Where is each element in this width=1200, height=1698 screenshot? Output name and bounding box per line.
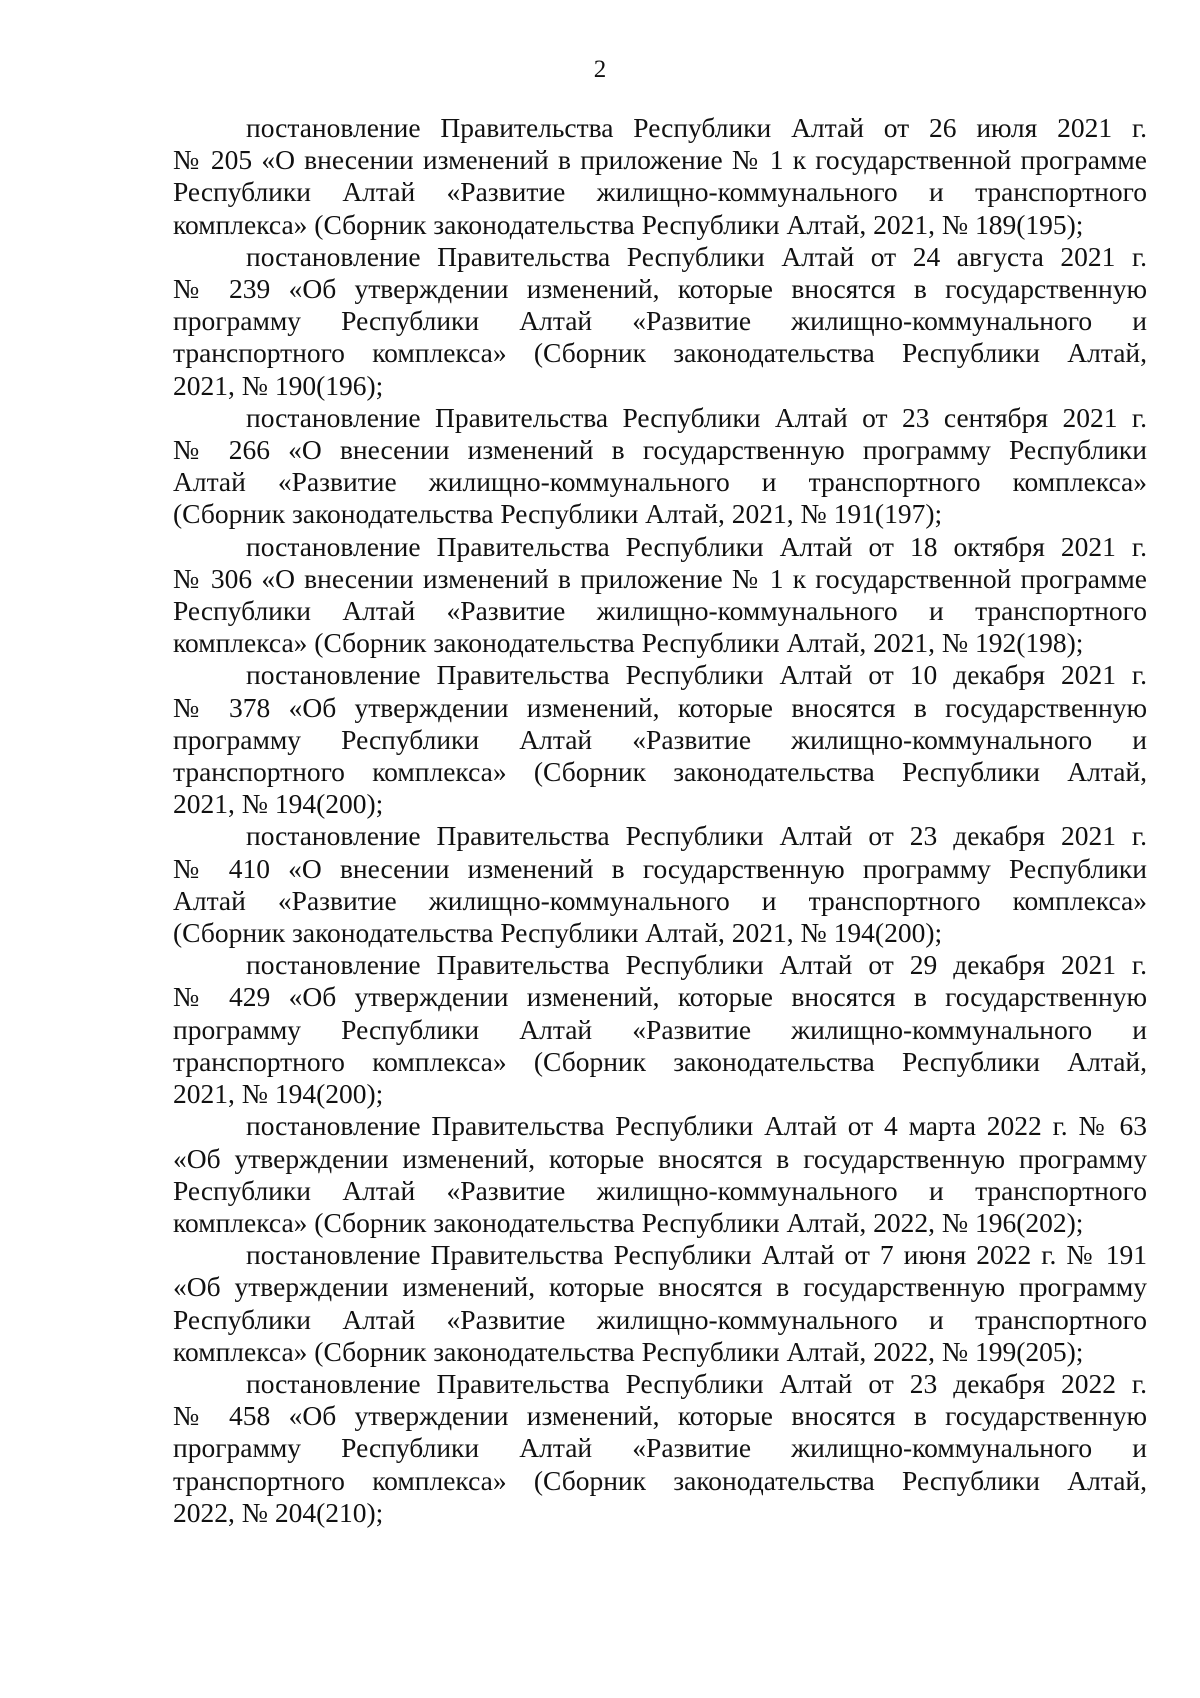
text-line: постановление Правительства Республики Алтай от 29 декабря 2021 г.: [246, 949, 1147, 981]
document-body: [173, 112, 1147, 1529]
text-line: постановление Правительства Республики Алтай от 23 декабря 2022 г.: [246, 1367, 1147, 1399]
text-line: (Сборник законодательства Республики Алтай, 2021, № 191(197);: [173, 498, 943, 530]
text-line: постановление Правительства Республики Алтай от 26 июля 2021 г.: [246, 112, 1147, 143]
text-line: программу Республики Алтай «Развитие жилищно-коммунального и: [173, 1432, 1147, 1464]
decree-paragraph: [173, 112, 1147, 241]
text-line: 2022, № 204(210);: [173, 1496, 384, 1528]
text-line: постановление Правительства Республики Алтай от 23 декабря 2021 г.: [246, 820, 1147, 852]
text-line: № 205 «О внесении изменений в приложение № 1 к государственной программе: [173, 144, 1147, 176]
text-line: (Сборник законодательства Республики Алтай, 2021, № 194(200);: [173, 917, 943, 949]
decree-paragraph: [173, 1110, 1147, 1239]
text-line: постановление Правительства Республики Алтай от 18 октября 2021 г.: [246, 530, 1147, 562]
text-line: № 458 «Об утверждении изменений, которые вносятся в государственную: [173, 1400, 1147, 1432]
text-line: Алтай «Развитие жилищно-коммунального и транспортного комплекса»: [173, 466, 1147, 498]
text-line: № 410 «О внесении изменений в государственную программу Республики: [173, 852, 1147, 884]
text-line: Республики Алтай «Развитие жилищно-коммунального и транспортного: [173, 1303, 1147, 1335]
text-line: комплекса» (Сборник законодательства Республики Алтай, 2022, № 199(205);: [173, 1335, 1084, 1367]
text-line: программу Республики Алтай «Развитие жилищно-коммунального и: [173, 1013, 1147, 1045]
decree-paragraph: [173, 1368, 1147, 1529]
page-number: 2: [593, 56, 607, 83]
text-line: 2021, № 194(200);: [173, 1078, 384, 1110]
text-line: Республики Алтай «Развитие жилищно-коммунального и транспортного: [173, 176, 1147, 208]
text-line: № 239 «Об утверждении изменений, которые вносятся в государственную: [173, 273, 1147, 305]
text-line: транспортного комплекса» (Сборник законодательства Республики Алтай,: [173, 1464, 1147, 1496]
decree-paragraph: [173, 402, 1147, 531]
text-line: № 429 «Об утверждении изменений, которые вносятся в государственную: [173, 981, 1147, 1013]
text-line: программу Республики Алтай «Развитие жилищно-коммунального и: [173, 723, 1147, 755]
decree-paragraph: [173, 531, 1147, 660]
text-line: постановление Правительства Республики Алтай от 7 июня 2022 г. № 191: [246, 1239, 1147, 1271]
decree-paragraph: [173, 820, 1147, 949]
text-line: № 266 «О внесении изменений в государственную программу Республики: [173, 434, 1147, 466]
text-line: комплекса» (Сборник законодательства Республики Алтай, 2021, № 189(195);: [173, 208, 1084, 240]
decree-paragraph: [173, 241, 1147, 402]
text-line: транспортного комплекса» (Сборник законодательства Республики Алтай,: [173, 337, 1147, 369]
text-line: Республики Алтай «Развитие жилищно-коммунального и транспортного: [173, 1174, 1147, 1206]
text-line: комплекса» (Сборник законодательства Республики Алтай, 2021, № 192(198);: [173, 627, 1084, 659]
text-line: транспортного комплекса» (Сборник законодательства Республики Алтай,: [173, 756, 1147, 788]
text-line: 2021, № 194(200);: [173, 788, 384, 820]
text-line: Республики Алтай «Развитие жилищно-коммунального и транспортного: [173, 595, 1147, 627]
text-line: постановление Правительства Республики Алтай от 10 декабря 2021 г.: [246, 659, 1147, 691]
text-line: программу Республики Алтай «Развитие жилищно-коммунального и: [173, 305, 1147, 337]
text-line: постановление Правительства Республики Алтай от 23 сентября 2021 г.: [246, 401, 1147, 433]
decree-paragraph: [173, 1239, 1147, 1368]
text-line: «Об утверждении изменений, которые вносятся в государственную программу: [173, 1271, 1147, 1303]
text-line: постановление Правительства Республики Алтай от 4 марта 2022 г. № 63: [246, 1110, 1147, 1142]
text-line: комплекса» (Сборник законодательства Республики Алтай, 2022, № 196(202);: [173, 1206, 1084, 1238]
text-line: № 306 «О внесении изменений в приложение № 1 к государственной программе: [173, 562, 1147, 594]
text-line: № 378 «Об утверждении изменений, которые вносятся в государственную: [173, 691, 1147, 723]
text-line: постановление Правительства Республики Алтай от 24 августа 2021 г.: [246, 240, 1147, 272]
text-line: Алтай «Развитие жилищно-коммунального и транспортного комплекса»: [173, 884, 1147, 916]
text-line: 2021, № 190(196);: [173, 369, 384, 401]
decree-paragraph: [173, 949, 1147, 1110]
decree-paragraph: [173, 659, 1147, 820]
text-line: «Об утверждении изменений, которые вносятся в государственную программу: [173, 1142, 1147, 1174]
text-line: транспортного комплекса» (Сборник законодательства Республики Алтай,: [173, 1045, 1147, 1077]
